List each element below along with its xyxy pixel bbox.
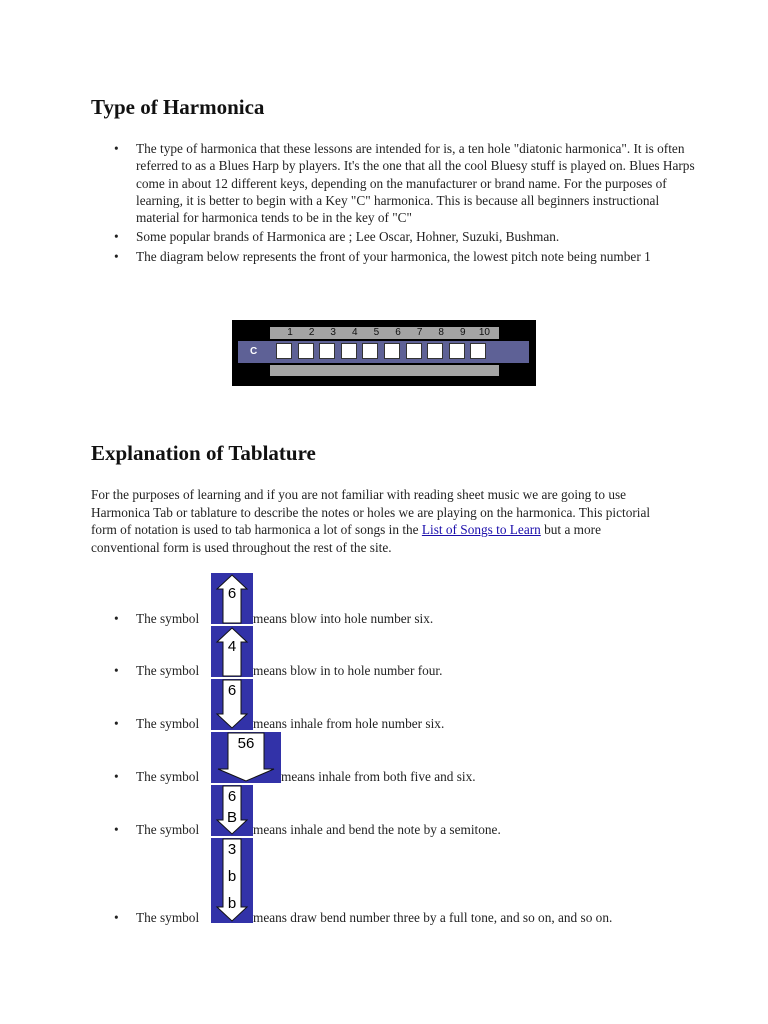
symbol-prefix: The symbol — [136, 769, 200, 784]
harmonica-body — [238, 341, 529, 363]
symbol-label: b — [227, 895, 237, 912]
draw-arrow-symbol — [211, 785, 253, 836]
blow-arrow-symbol — [211, 573, 253, 624]
bullet: • — [114, 769, 119, 784]
hole-number-6: 6 — [395, 327, 401, 338]
bullet: • — [114, 716, 119, 731]
hole-number-3: 3 — [330, 327, 336, 338]
blow-arrow-symbol — [211, 626, 253, 677]
symbol-description: means inhale and bend the note by a semitone. — [253, 822, 501, 837]
symbol-description: means draw bend number three by a full tone, and so on, and so on. — [253, 910, 613, 925]
symbol-label: 6 — [227, 788, 237, 805]
symbol-label: 56 — [237, 735, 255, 752]
list-item: • The diagram below represents the front of your harmonica, the lowest pitch note being number 1 — [136, 248, 696, 265]
harmonica-hole-7 — [406, 343, 422, 359]
list-item: • Some popular brands of Harmonica are ; Lee Oscar, Hohner, Suzuki, Bushman. — [136, 228, 696, 245]
heading-type-of-harmonica: Type of Harmonica — [91, 95, 265, 119]
hole-number-4: 4 — [352, 327, 358, 338]
symbol-description: means inhale from hole number six. — [253, 716, 445, 731]
tablature-paragraph — [91, 486, 671, 556]
symbol-label: 6 — [227, 682, 237, 699]
draw-arrow-symbol — [211, 838, 253, 923]
hole-number-9: 9 — [460, 327, 466, 338]
harmonica-hole-9 — [449, 343, 465, 359]
harmonica-hole-6 — [384, 343, 400, 359]
harmonica-diagram — [232, 320, 536, 386]
paragraph-text: For the purposes of learning and if you are not familiar with reading sheet music we are going to use Harmonica Tab or tablature to describe the notes or holes we are playing on the harmonica. This pictorial form of notation is used to tab harmonica a lot of songs in the — [91, 487, 651, 538]
bullet: • — [114, 611, 119, 626]
symbol-prefix: The symbol — [136, 910, 200, 925]
hole-number-7: 7 — [416, 327, 423, 338]
harmonica-top-plate — [270, 327, 499, 339]
hole-number-2: 2 — [308, 327, 315, 338]
harmonica-bottom-plate — [270, 365, 499, 376]
bullet: • — [114, 663, 119, 678]
symbol-label: 6 — [227, 585, 237, 602]
harmonica-hole-2 — [298, 343, 314, 359]
symbol-prefix: The symbol — [136, 663, 200, 678]
symbol-label: b — [227, 868, 237, 885]
list-of-songs-link[interactable]: List of Songs to Learn — [421, 522, 541, 538]
harmonica-bullet-list — [136, 140, 696, 265]
symbol-description: means blow in to hole number four. — [253, 663, 443, 678]
hole-number-1: 1 — [287, 327, 293, 338]
harmonica-key-label: C — [250, 346, 258, 357]
draw-arrow-symbol — [211, 679, 253, 730]
symbol-description: means blow into hole number six. — [253, 611, 434, 626]
harmonica-hole-1 — [276, 343, 292, 359]
hole-number-10: 10 — [478, 327, 490, 338]
heading-explanation-of-tablature: Explanation of Tablature — [91, 441, 316, 465]
harmonica-hole-4 — [341, 343, 357, 359]
symbol-label: 3 — [227, 841, 237, 858]
paragraph-text: but a more conventional form is used throughout the rest of the site. — [91, 522, 601, 555]
harmonica-hole-8 — [427, 343, 443, 359]
symbol-label: 4 — [227, 638, 237, 655]
bullet: • — [114, 822, 119, 837]
symbol-description: means inhale from both five and six. — [281, 769, 476, 784]
symbol-prefix: The symbol — [136, 611, 200, 626]
symbol-prefix: The symbol — [136, 822, 200, 837]
list-item: • The type of harmonica that these lessons are intended for is, a ten hole "diatonic harmonica". It is often referred to as a Blues Harp by players. It's the one that all the cool Bluesy stuff is played on. Blues Harps come in about 12 different keys, depending on the manufacturer or brand name. For the purposes of learning, it is better to begin with a Key "C" harmonica. This is because all beginners instructional material for harmonica tends to be in the key of "C" — [136, 140, 696, 226]
hole-number-8: 8 — [438, 327, 444, 338]
harmonica-hole-10 — [470, 343, 486, 359]
symbol-prefix: The symbol — [136, 716, 200, 731]
bullet: • — [114, 910, 119, 925]
draw-arrow-symbol — [211, 732, 281, 783]
harmonica-hole-3 — [319, 343, 335, 359]
hole-number-5: 5 — [373, 327, 380, 338]
harmonica-hole-5 — [362, 343, 378, 359]
symbol-label: B — [226, 809, 237, 826]
